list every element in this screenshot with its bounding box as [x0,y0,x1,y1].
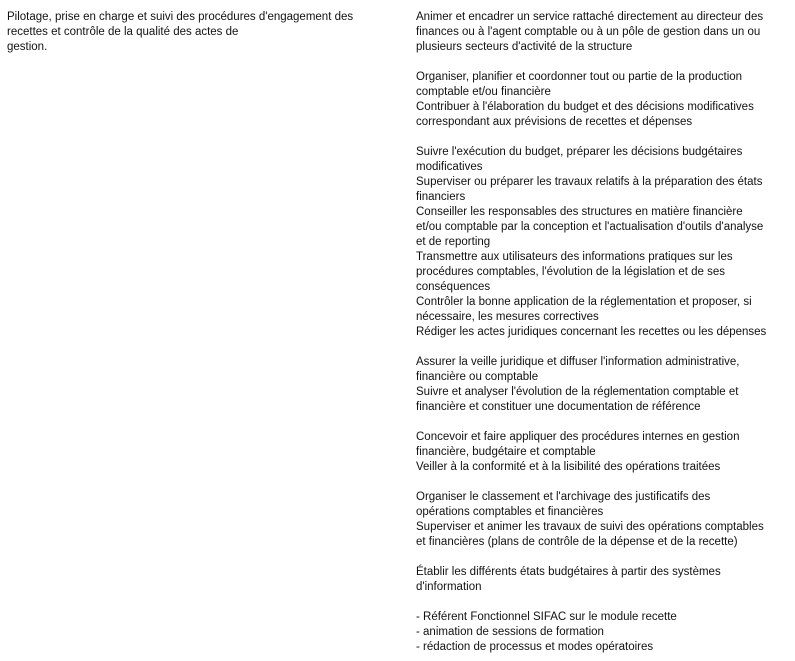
activity-item: Conseiller les responsables des structures en matière financière et/ou comptable par la conception et l'actualisation d'outils d'analyse et de reporting [416,206,764,248]
activity-block-4 [416,355,793,415]
activity-block-7 [416,565,793,595]
left-column [7,10,392,55]
mission-summary: Pilotage, prise en charge et suivi des procédures d'engagement des recettes et contrôle de la qualité des actes de gestion. [7,11,354,53]
activity-item: Superviser et animer les travaux de suivi des opérations comptables et financières (plans de contrôle de la dépense et de la recette) [416,521,764,548]
activity-item: Contribuer à l'élaboration du budget et des décisions modificatives correspondant aux prévisions de recettes et dépenses [416,101,754,128]
activity-item: Suivre et analyser l'évolution de la réglementation comptable et financière et constituer une documentation de référence [416,386,739,413]
activity-block-2 [416,70,793,130]
right-column [416,10,793,655]
activity-item: Établir les différents états budgétaires à partir des systèmes d'information [416,566,721,593]
activity-block-5 [416,430,793,475]
activity-item: Concevoir et faire appliquer des procédures internes en gestion financière, budgétaire et comptable [416,431,740,458]
activity-item: Suivre l'exécution du budget, préparer les décisions budgétaires modificatives [416,146,743,173]
activity-item: Contrôler la bonne application de la réglementation et proposer, si nécessaire, les mesures correctives [416,296,752,323]
activity-item: Veiller à la conformité et à la lisibilité des opérations traitées [416,461,721,473]
activity-item: Animer et encadrer un service rattaché directement au directeur des finances ou à l'agent comptable ou à un pôle de gestion dans un ou plusieurs secteurs d'activité de la structure [416,11,764,53]
activity-item: Superviser ou préparer les travaux relatifs à la préparation des états financiers [416,176,763,203]
activity-item: Assurer la veille juridique et diffuser l'information administrative, financière ou comptable [416,356,740,383]
activity-item: Organiser le classement et l'archivage des justificatifs des opérations comptables et financières [416,491,711,518]
activity-block-6 [416,490,793,550]
list-item: - animation de sessions de formation [416,626,604,638]
activity-item: Organiser, planifier et coordonner tout ou partie de la production comptable et/ou financière [416,71,743,98]
specific-tasks-list [416,610,793,655]
activity-block-1 [416,10,793,55]
activity-block-3 [416,145,793,340]
list-item: - rédaction de processus et modes opératoires [416,641,654,653]
activity-item: Transmettre aux utilisateurs des informations pratiques sur les procédures comptables, l'évolution de la législation et de ses conséquences [416,251,733,293]
activity-item: Rédiger les actes juridiques concernant les recettes ou les dépenses [416,326,767,338]
list-item: - Référent Fonctionnel SIFAC sur le module recette [416,611,677,623]
